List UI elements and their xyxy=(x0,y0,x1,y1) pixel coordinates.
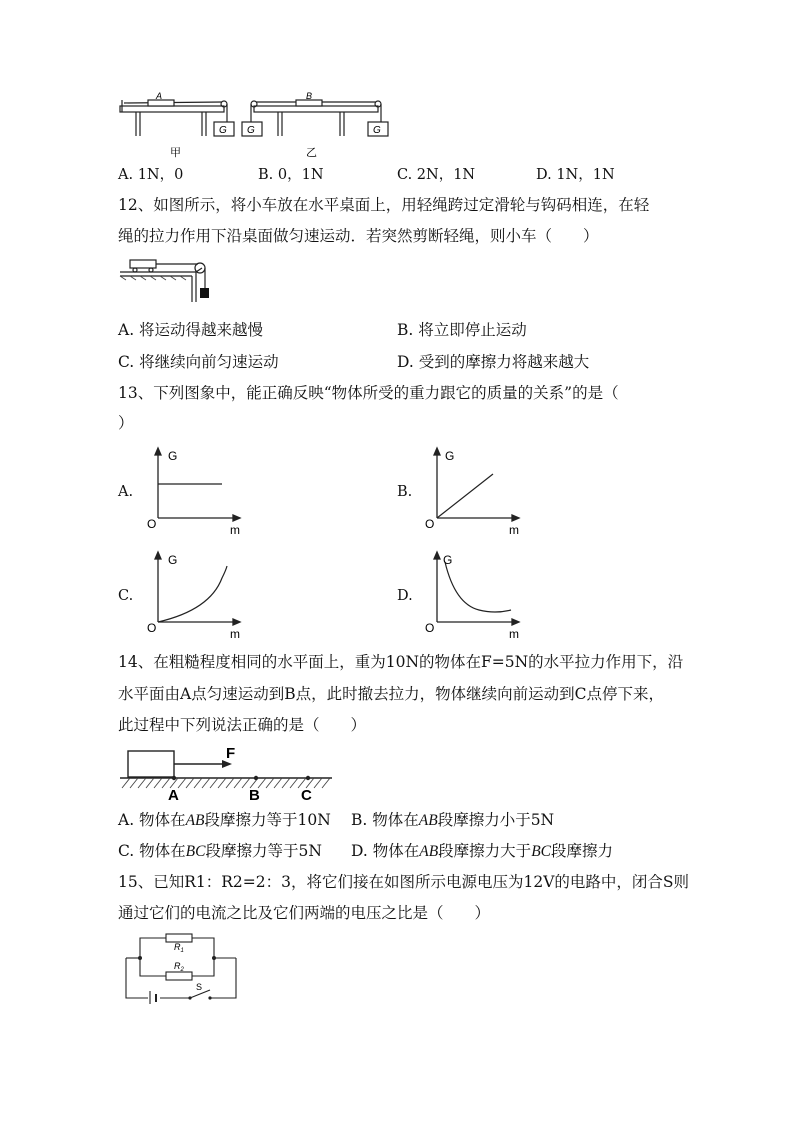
q13-stem-line1: 13、下列图象中，能正确反映“物体所受的重力跟它的质量的关系”的是（ xyxy=(118,384,619,402)
q14-option-b: B. 物体在AB段摩擦力小于5N xyxy=(351,811,555,829)
graph-x-label: m xyxy=(230,523,240,537)
cart-pulley-diagram xyxy=(118,256,218,306)
q13-label-c: C. xyxy=(118,588,134,604)
q11-option-c: C. 2N，1N xyxy=(397,167,476,183)
q12-option-c: C. 将继续向前匀速运动 xyxy=(118,353,279,371)
q12-option-d: D. 受到的摩擦力将越来越大 xyxy=(397,353,590,371)
block-b-label: B xyxy=(306,91,313,101)
fig-label-jia: 甲 xyxy=(170,147,181,159)
q13-label-a: A. xyxy=(118,484,134,500)
graph-a xyxy=(140,444,250,538)
table-yi xyxy=(242,100,388,136)
q13-stem-line2: ） xyxy=(118,414,134,432)
weight-g-label: G xyxy=(373,125,381,136)
point-a-label: A xyxy=(168,787,179,804)
point-c-label: C xyxy=(301,787,312,804)
point-b-label: B xyxy=(249,787,260,804)
graph-x-label: m xyxy=(509,523,519,537)
q11-option-d: D. 1N，1N xyxy=(536,167,615,183)
weight-g-label: G xyxy=(247,125,255,136)
switch-label: S xyxy=(196,982,203,992)
q14-stem-line2: 水平面由A点匀速运动到B点，此时撤去拉力，物体继续向前运动到C点停下来， xyxy=(118,685,664,703)
graph-y-label: G xyxy=(168,449,178,463)
q14-option-a: A. 物体在AB段摩擦力等于10N xyxy=(118,811,331,829)
pulley-diagram-jia-yi xyxy=(118,90,390,160)
q12-stem-line1: 12、如图所示，将小车放在水平桌面上，用轻绳跨过定滑轮与钩码相连，在轻 xyxy=(118,196,650,214)
q15-stem-line1: 15、已知R1：R2=2：3，将它们接在如图所示电源电压为12V的电路中，闭合S则 xyxy=(118,873,690,891)
graph-c-curve xyxy=(158,566,227,622)
q14-option-d: D. 物体在AB段摩擦力大于BC段摩擦力 xyxy=(351,842,614,860)
graph-b xyxy=(419,444,529,538)
q11-option-a: A. 1N，0 xyxy=(118,167,184,183)
graph-b-curve xyxy=(437,474,493,518)
graph-origin: O xyxy=(147,621,157,635)
r2-label: $R_2$ xyxy=(174,961,184,973)
graph-x-label: m xyxy=(509,627,519,641)
fig-label-yi: 乙 xyxy=(306,147,317,159)
graph-x-label: m xyxy=(230,627,240,641)
q12-stem-line2: 绳的拉力作用下沿桌面做匀速运动．若突然剪断轻绳，则小车（ ） xyxy=(118,227,599,245)
q14-option-c: C. 物体在BC段摩擦力等于5N xyxy=(118,842,322,860)
q13-label-b: B. xyxy=(397,484,413,500)
q15-stem-line2: 通过它们的电流之比及它们两端的电压之比是（ ） xyxy=(118,904,491,922)
q12-option-a: A. 将运动得越来越慢 xyxy=(118,321,264,339)
graph-y-label: G xyxy=(445,449,455,463)
graph-y-label: G xyxy=(443,553,453,567)
q14-stem-line1: 14、在粗糙程度相同的水平面上，重为10N的物体在F=5N的水平拉力作用下，沿 xyxy=(118,653,684,671)
q11-option-b: B. 0，1N xyxy=(258,167,324,183)
r1-label: $R_1$ xyxy=(174,942,184,954)
graph-d xyxy=(419,548,529,642)
q14-stem-line3: 此过程中下列说法正确的是（ ） xyxy=(118,716,367,734)
block-a-label: A xyxy=(156,91,163,101)
graph-c xyxy=(140,548,250,642)
graph-y-label: G xyxy=(168,553,178,567)
q12-option-b: B. 将立即停止运动 xyxy=(397,321,527,339)
force-label: F xyxy=(226,745,236,762)
graph-d-curve xyxy=(445,562,511,612)
block-on-surface-diagram xyxy=(118,742,334,804)
graph-origin: O xyxy=(425,621,435,635)
parallel-circuit-diagram xyxy=(118,928,242,1004)
graph-origin: O xyxy=(425,517,435,531)
table-jia xyxy=(120,100,234,136)
q13-label-d: D. xyxy=(397,588,413,604)
graph-origin: O xyxy=(147,517,157,531)
weight-g-label: G xyxy=(219,125,227,136)
